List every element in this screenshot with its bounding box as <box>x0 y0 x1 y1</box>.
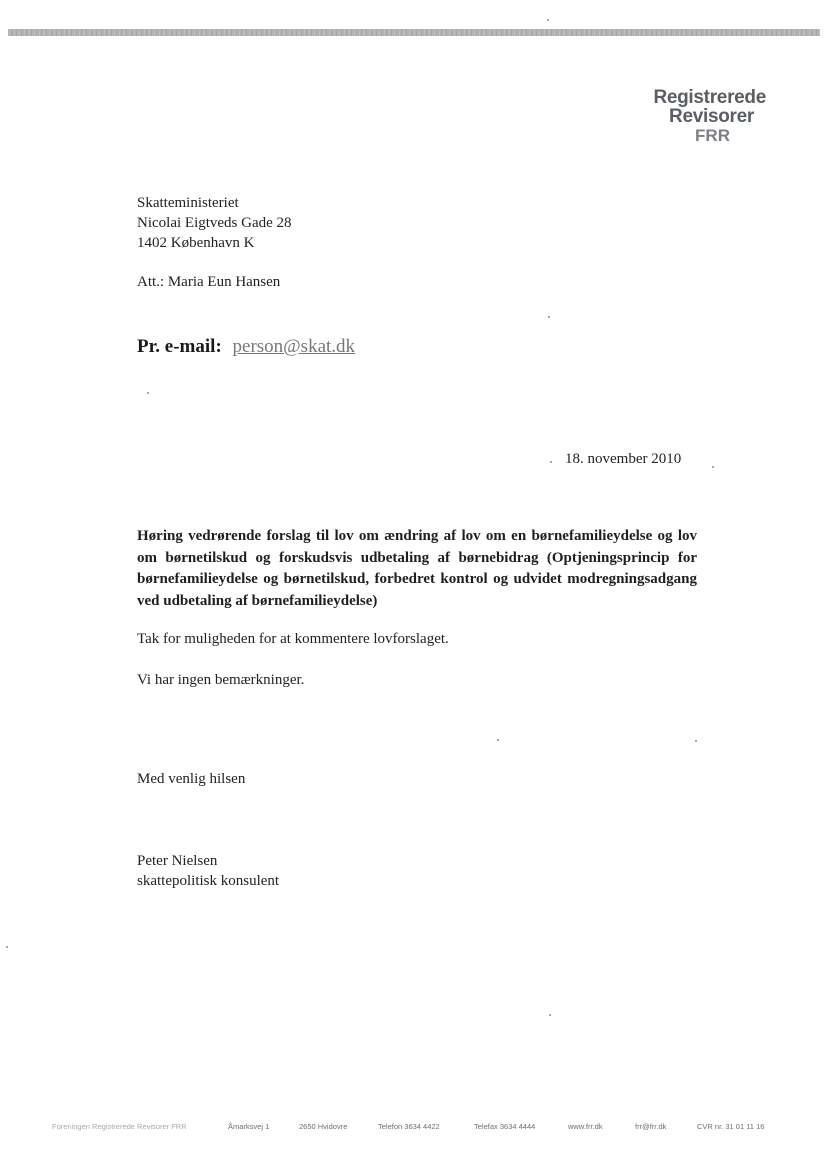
signer-name: Peter Nielsen <box>137 853 218 869</box>
recipient-name: Skatteministeriet <box>137 195 239 211</box>
footer-website[interactable]: www.frr.dk <box>568 1122 603 1131</box>
recipient-street: Nicolai Eigtveds Gade 28 <box>137 215 292 231</box>
logo-line-3: FRR <box>695 126 730 145</box>
scan-speck <box>147 392 149 394</box>
scan-speck <box>547 19 549 21</box>
signer-title: skattepolitisk konsulent <box>137 873 280 889</box>
letter-subject: Høring vedrørende forslag til lov om ændring af lov om en børnefamilieydelse og lov om børnetilskud og forskudsvis udbetaling af børnebidrag (Optjeningsprincip for børnefamilieydelse og børnetilskud, forbedret kontrol og udvidet modregningsadgang ved udbetaling af børnefamilieydelse) <box>137 528 697 609</box>
attention-line: Att.: Maria Eun Hansen <box>137 274 281 290</box>
logo-line-1: Registrerede <box>653 87 766 108</box>
signature-block <box>137 851 279 891</box>
email-link[interactable]: person@skat.dk <box>232 336 356 357</box>
logo-line-2: Revisorer <box>669 106 754 127</box>
scan-speck <box>549 1014 551 1016</box>
body-paragraph-2: Vi har ingen bemærkninger. <box>137 672 305 688</box>
footer-phone: Telefon 3634 4422 <box>378 1122 440 1131</box>
scan-speck <box>695 740 697 742</box>
footer-email[interactable]: frr@frr.dk <box>635 1122 667 1131</box>
footer-fax: Telefax 3634 4444 <box>474 1122 536 1131</box>
letter-footer <box>52 1122 792 1136</box>
recipient-address <box>137 193 292 253</box>
letter-date: 18. november 2010 <box>565 451 682 467</box>
footer-street: Åmarksvej 1 <box>228 1122 270 1131</box>
email-label: Pr. e-mail: <box>137 336 222 357</box>
scan-speck <box>548 316 550 318</box>
footer-city: 2650 Hvidovre <box>299 1122 348 1131</box>
scan-edge-bar <box>8 29 820 36</box>
scan-speck <box>497 739 499 741</box>
email-line <box>137 336 355 358</box>
footer-organization: Foreningen Registrerede Revisorer FRR <box>52 1122 187 1131</box>
scan-speck <box>712 466 714 468</box>
closing-salutation: Med venlig hilsen <box>137 771 246 787</box>
recipient-city: 1402 København K <box>137 235 255 251</box>
scan-speck <box>6 946 8 948</box>
footer-cvr: CVR nr. 31 01 11 16 <box>697 1122 765 1131</box>
scan-speck <box>550 461 552 463</box>
frr-logo <box>636 88 766 145</box>
body-paragraph-1: Tak for muligheden for at kommentere lovforslaget. <box>137 631 449 647</box>
